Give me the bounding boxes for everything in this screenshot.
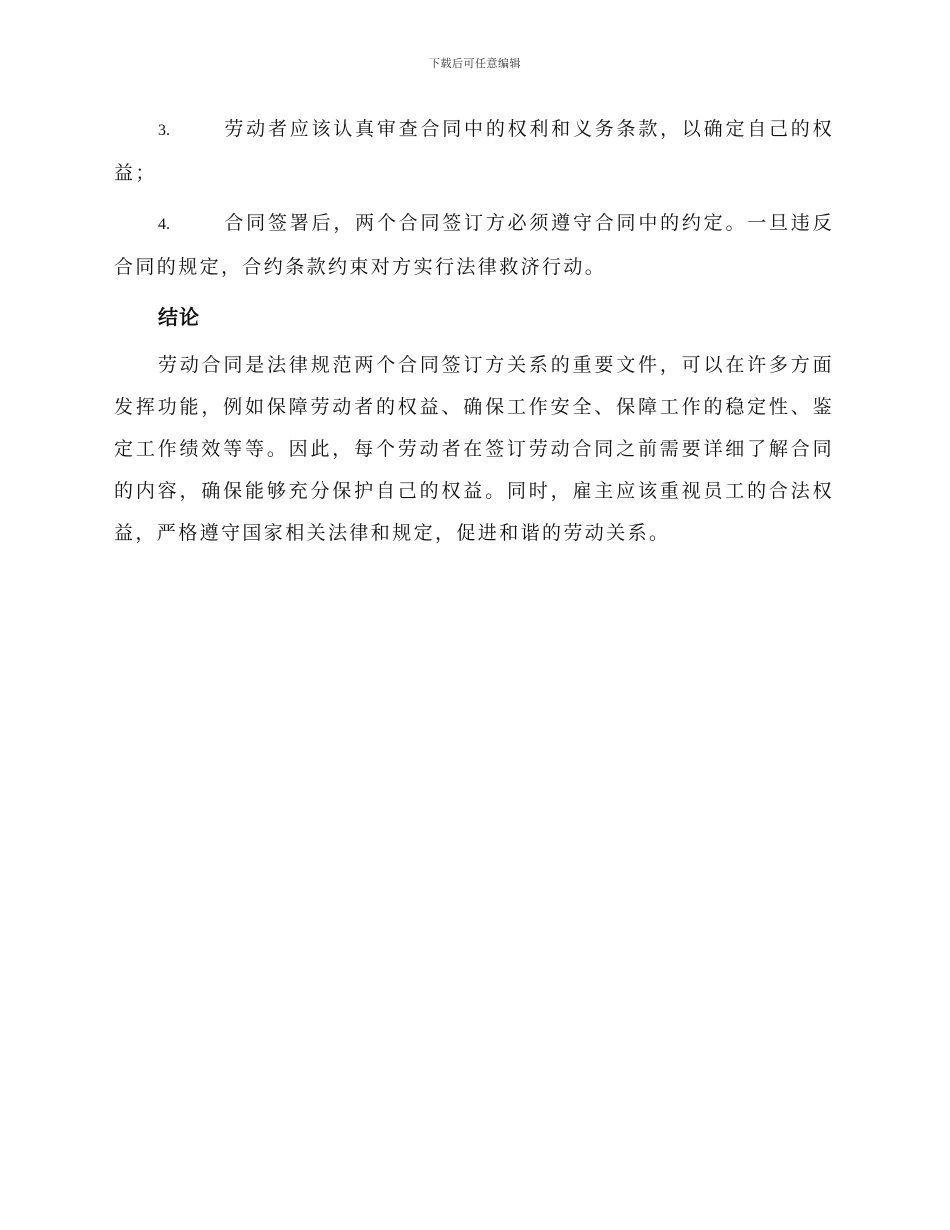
list-item-text: 劳动者应该认真审查合同中的权利和义务条款，以确定自己的权益； bbox=[114, 118, 834, 184]
list-item-3 bbox=[114, 108, 834, 194]
page-header-note: 下载后可任意编辑 bbox=[429, 57, 521, 70]
conclusion-paragraph: 劳动合同是法律规范两个合同签订方关系的重要文件，可以在许多方面发挥功能，例如保障劳动者的权益、确保工作安全、保障工作的稳定性、鉴定工作绩效等等。因此，每个劳动者在签订劳动合同之前需要详细了解合同的内容，确保能够充分保护自己的权益。同时，雇主应该重视员工的合法权益，严格遵守国家相关法律和规定，促进和谐的劳动关系。 bbox=[114, 354, 834, 544]
document-body bbox=[114, 108, 834, 554]
list-number: 3. bbox=[158, 122, 170, 139]
list-number: 4. bbox=[158, 216, 170, 233]
list-item-4 bbox=[114, 202, 834, 288]
conclusion-heading: 结论 bbox=[158, 305, 200, 329]
list-item-text: 合同签署后，两个合同签订方必须遵守合同中的约定。一旦违反合同的规定，合约条款约束对方实行法律救济行动。 bbox=[114, 212, 834, 278]
